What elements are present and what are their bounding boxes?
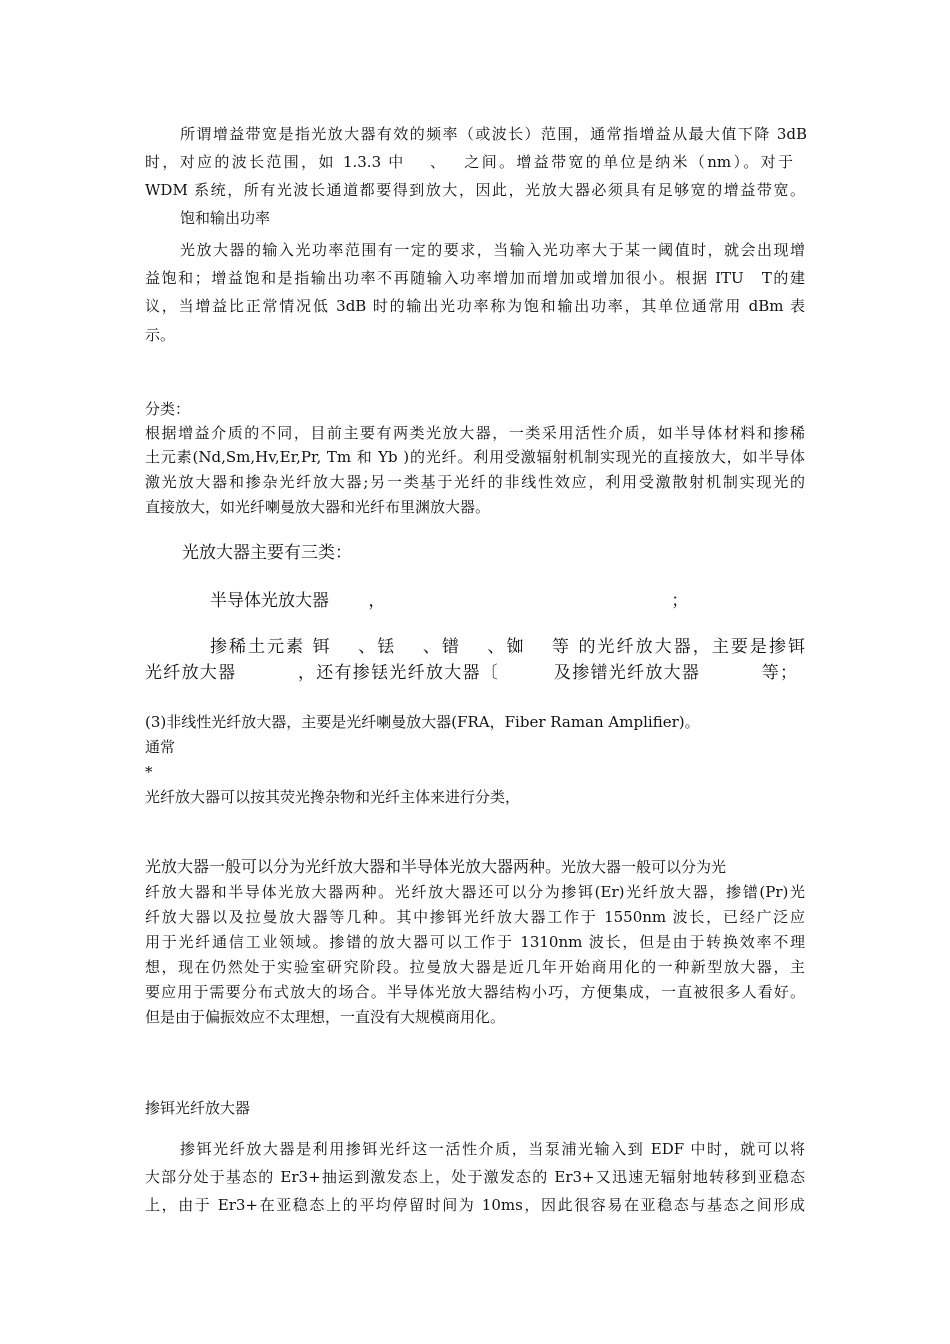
type-item-2-line-1: 掺稀土元素 铒 、铥 、镨 、铷 等 的光纤放大器，主要是掺铒 <box>210 637 805 657</box>
classification-line-4: 直接放大，如光纤喇曼放大器和光纤布里渊放大器。 <box>145 498 491 516</box>
summary-line-3: 纤放大器以及拉曼放大器等几种。其中掺铒光纤放大器工作于 1550nm 波长，已经广泛应 <box>145 908 805 926</box>
type-item-1: 半导体光放大器 ， ； <box>210 591 689 611</box>
three-types-heading: 光放大器主要有三类： <box>182 543 352 563</box>
summary-line-1-rest: 光放大器一般可以分为光 <box>561 858 727 876</box>
gain-bandwidth-line-3: WDM 系统，所有光波长通道都要得到放大，因此，光放大器必须具有足够宽的增益带宽。 <box>145 181 805 199</box>
type-item-3: (3)非线性光纤放大器，主要是光纤喇曼放大器(FRA，Fiber Raman Amplifier)。 <box>145 713 700 731</box>
edfa-line-3: 上，由于 Er3+在亚稳态上的平均停留时间为 10ms，因此很容易在亚稳态与基态之间形成 <box>145 1196 805 1214</box>
classification-line-2: 土元素(Nd,Sm,Hv,Er,Pr, Tm 和 Yb )的光纤。利用受激辐射机制实现光的直接放大，如半导体 <box>145 448 805 466</box>
classification-line-3: 激光放大器和掺杂光纤放大器;另一类基于光纤的非线性效应，利用受激散射机制实现光的 <box>145 473 805 491</box>
summary-line-7: 但是由于偏振效应不太理想，一直没有大规模商用化。 <box>145 1008 506 1026</box>
summary-line-1 <box>145 857 805 877</box>
saturation-line-2: 益饱和；增益饱和是指输出功率不再随输入功率增加而增加或增加很小。根据 ITU T的建 <box>145 269 805 287</box>
misc-line-1: 通常 <box>145 738 176 756</box>
classification-line-1: 根据增益介质的不同，目前主要有两类光放大器，一类采用活性介质，如半导体材料和掺稀 <box>145 424 805 442</box>
saturation-line-4: 示。 <box>145 326 176 344</box>
summary-line-2: 纤放大器和半导体光放大器两种。光纤放大器还可以分为掺铒(Er)光纤放大器，掺镨(Pr)光 <box>145 883 805 901</box>
misc-line-2: * <box>145 763 153 781</box>
misc-line-3: 光纤放大器可以按其荧光搀杂物和光纤主体来进行分类， <box>145 788 521 806</box>
gain-bandwidth-line-2: 时，对应的波长范围，如 1.3.3 中 、 之间。增益带宽的单位是纳米（nm）。对于 <box>145 153 793 171</box>
summary-line-6: 要应用于需要分布式放大的场合。半导体光放大器结构小巧，方便集成，一直被很多人看好。 <box>145 983 805 1001</box>
saturation-heading: 饱和输出功率 <box>180 209 271 227</box>
edfa-heading: 掺铒光纤放大器 <box>145 1099 251 1117</box>
saturation-line-3: 议，当增益比正常情况低 3dB 时的输出光功率称为饱和输出功率，其单位通常用 dBm 表 <box>145 297 805 315</box>
classification-heading: 分类： <box>145 400 191 418</box>
type-item-2-line-2: 光纤放大器 ，还有掺铥光纤放大器〔 及掺镨光纤放大器 等； <box>145 663 797 683</box>
edfa-line-2: 大部分处于基态的 Er3+抽运到激发态上，处于激发态的 Er3+又迅速无辐射地转移到亚稳态 <box>145 1168 805 1186</box>
summary-line-5: 想，现在仍然处于实验室研究阶段。拉曼放大器是近几年开始商用化的一种新型放大器，主 <box>145 958 805 976</box>
summary-line-4: 用于光纤通信工业领域。掺镨的放大器可以工作于 1310nm 波长，但是由于转换效率不理 <box>145 933 805 951</box>
edfa-line-1: 掺铒光纤放大器是利用掺铒光纤这一活性介质，当泵浦光输入到 EDF 中时，就可以将 <box>180 1140 805 1158</box>
summary-lead: 光放大器一般可以分为光纤放大器和半导体光放大器两种。 <box>145 857 562 876</box>
gain-bandwidth-line-1: 所谓增益带宽是指光放大器有效的频率（或波长）范围，通常指增益从最大值下降 3dB <box>180 125 807 143</box>
saturation-line-1: 光放大器的输入光功率范围有一定的要求，当输入光功率大于某一阈值时，就会出现增 <box>180 241 805 259</box>
